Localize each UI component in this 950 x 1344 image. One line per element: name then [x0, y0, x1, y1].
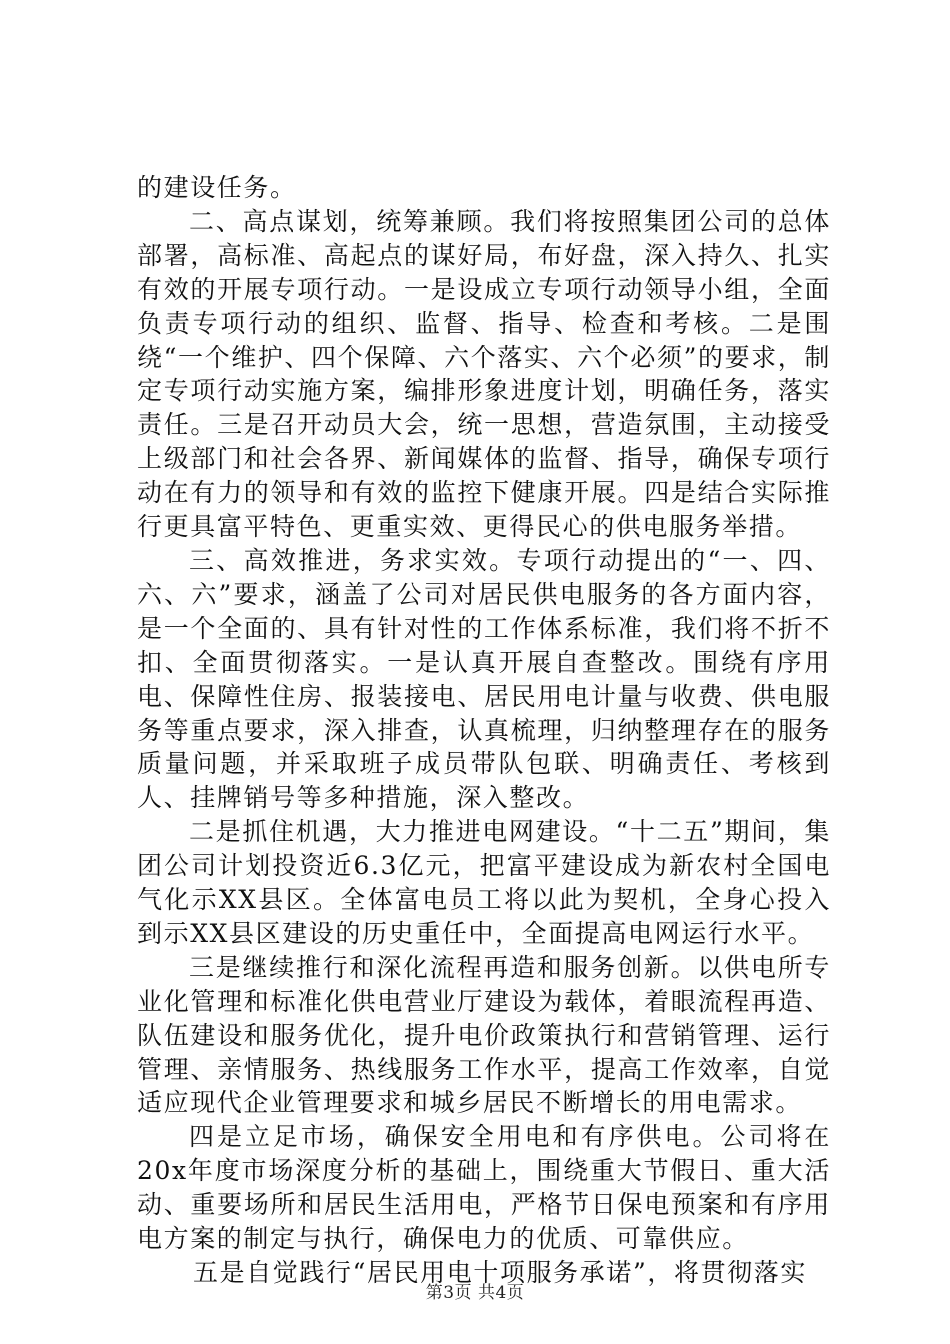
paragraph-process-innovation: 三是继续推行和深化流程再造和服务创新。以供电所专业化管理和标准化供电营业厅建设为载体，着眼流程再造、队伍建设和服务优化，提升电价政策执行和营销管理、运行管理、亲情服务、热线服务工作水平，提高工作效率，自觉适应现代企业管理要求和城乡居民不断增长的用电需求。 [137, 952, 831, 1118]
paragraph-section-two: 二、高点谋划，统筹兼顾。我们将按照集团公司的总体部署，高标准、高起点的谋好局，布好盘，深入持久、扎实有效的开展专项行动。一是设成立专项行动领导小组，全面负责专项行动的组织、监督、指导、检查和考核。二是围绕“一个维护、四个保障、六个落实、六个必须”的要求，制定专项行动实施方案，编排形象进度计划，明确任务，落实责任。三是召开动员大会，统一思想，营造氛围，主动接受上级部门和社会各界、新闻媒体的监督、指导，确保专项行动在有力的领导和有效的监控下健康开展。四是结合实际推行更具富平特色、更重实效、更得民心的供电服务举措。 [137, 206, 831, 542]
paragraph-continuation: 的建设任务。 [137, 173, 297, 202]
paragraph-section-three: 三、高效推进，务求实效。专项行动提出的“一、四、六、六”要求，涵盖了公司对居民供电服务的各方面内容，是一个全面的、具有针对性的工作体系标准，我们将不折不扣、全面贯彻落实。一是认真开展自查整改。围绕有序用电、保障性住房、报装接电、居民用电计量与收费、供电服务等重点要求，深入排查，认真梳理，归纳整理存在的服务质量问题，并采取班子成员带队包联、明确责任、考核到人、挂牌销号等多种措施，深入整改。 [137, 545, 831, 813]
paragraph-service-commitment: 五是自觉践行“居民用电十项服务承诺”，将贯彻落实 [193, 1258, 807, 1287]
page-number-footer: 第3页 共4页 [425, 1283, 525, 1303]
document-body [137, 171, 831, 1290]
paragraph-grid-construction: 二是抓住机遇，大力推进电网建设。“十二五”期间，集团公司计划投资近6.3亿元，把富平建设成为新农村全国电气化示XX县区。全体富电员工将以此为契机，全身心投入到示XX县区建设的历史重任中，全面提高电网运行水平。 [137, 817, 831, 948]
paragraph-market-supply: 四是立足市场，确保安全用电和有序供电。公司将在20x年度市场深度分析的基础上，围绕重大节假日、重大活动、重要场所和居民生活用电，严格节日保电预案和有序用电方案的制定与执行，确保电力的优质、可靠供应。 [137, 1122, 831, 1254]
